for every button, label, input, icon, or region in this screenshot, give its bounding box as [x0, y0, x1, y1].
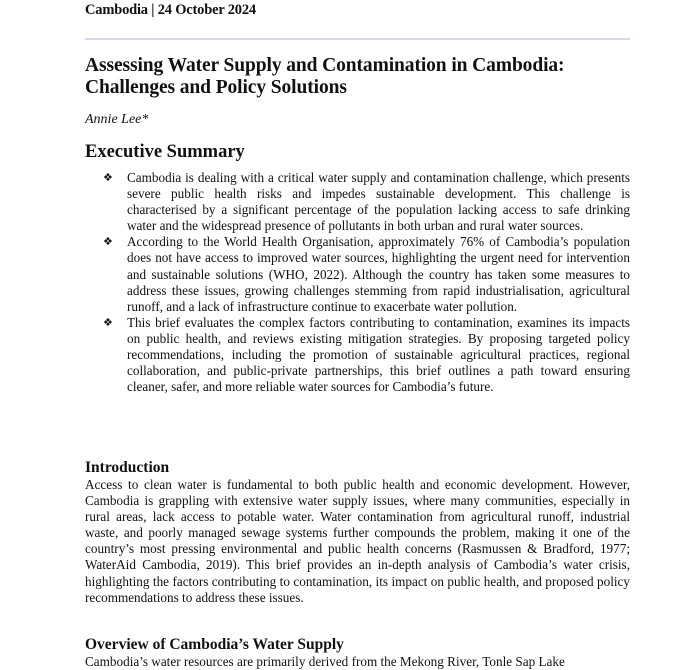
introduction-paragraph: Access to clean water is fundamental to both public health and economic development. However, Cambodia is grappling with extensive water supply issues, where many communities, especially in rural areas, lack access to potable water. Water contamination from agricultural runoff, industrial waste, and poorly managed sewage systems further compounds the problem, making it one of the country’s most pressing environmental and public health concerns (Rasmussen & Bradford, 1977; WaterAid Cambodia, 2019). This brief provides an in-depth analysis of Cambodia’s water crisis, highlighting the factors contributing to contamination, its impact on public health, and proposed policy recommendations to address these issues. — [85, 477, 630, 605]
overview-heading: Overview of Cambodia’s Water Supply — [85, 636, 344, 653]
summary-bullet-text: Cambodia is dealing with a critical water supply and contamination challenge, which presents severe public health risks and impedes sustainable development. This challenge is characterised by a significant percentage of the population lacking access to safe drinking water and the widespread presence of pollutants in both urban and rural water sources. — [127, 170, 630, 234]
four-diamond-bullet-icon: ❖ — [103, 171, 113, 184]
summary-bullet-text: This brief evaluates the complex factors contributing to contamination, examines its impacts on public health, and reviews existing mitigation strategies. By proposing targeted policy recommendations, including the promotion of sustainable agricultural practices, regional collaboration, and public-private partnerships, this brief outlines a path toward ensuring cleaner, safer, and more reliable water sources for Cambodia’s future. — [127, 314, 630, 395]
overview-paragraph: Cambodia’s water resources are primarily derived from the Mekong River, Tonle Sap Lake — [85, 654, 565, 669]
four-diamond-bullet-icon: ❖ — [103, 235, 113, 249]
introduction-heading: Introduction — [85, 459, 170, 476]
running-header: Cambodia | 24 October 2024 — [85, 2, 256, 18]
author-name: Annie Lee* — [85, 112, 149, 127]
summary-bullet-text: According to the World Health Organisation, approximately 76% of Cambodia’s population does not have access to improved water sources, highlighting the urgent need for intervention and sustainable solutions (WHO, 2022). Although the country has taken some measures to address these issues, growing challenges stemming from rapid industrialisation, agricultural runoff, and a lack of infrastructure continue to exacerbate water pollution. — [127, 234, 630, 314]
summary-bullet-item — [103, 170, 630, 234]
summary-bullet-item — [103, 315, 630, 395]
executive-summary-heading: Executive Summary — [85, 142, 245, 162]
four-diamond-bullet-icon: ❖ — [103, 315, 113, 329]
header-divider — [85, 38, 630, 40]
document-title: Assessing Water Supply and Contamination in Cambodia: Challenges and Policy Solutions — [85, 55, 565, 98]
summary-bullet-item — [103, 234, 630, 314]
executive-summary-list — [103, 170, 630, 395]
